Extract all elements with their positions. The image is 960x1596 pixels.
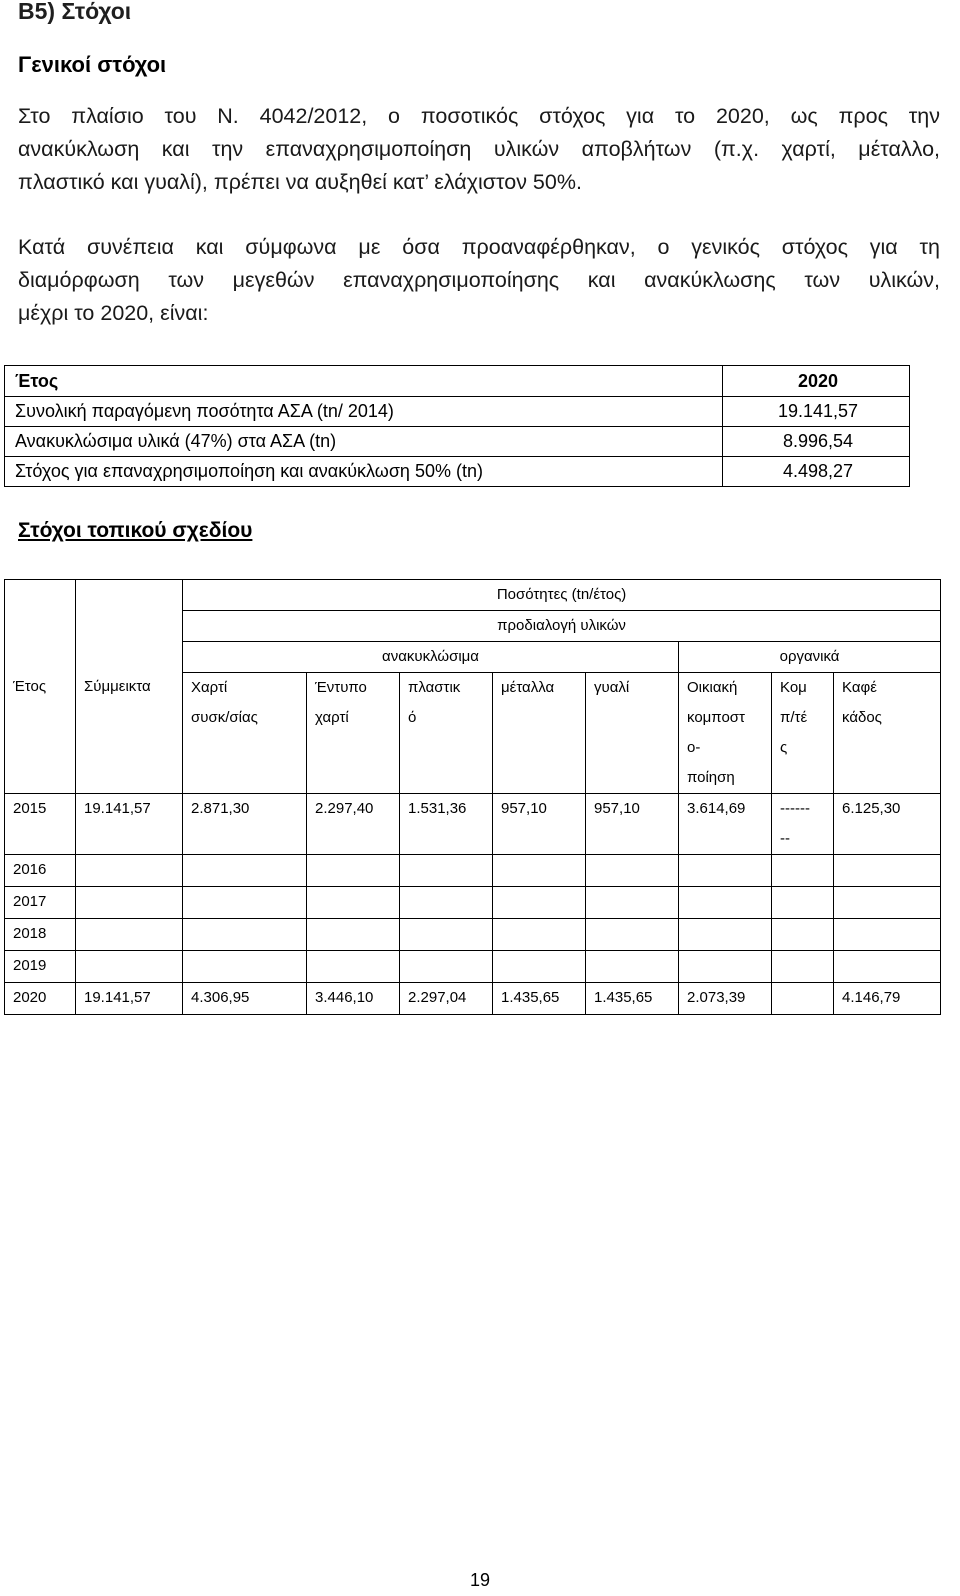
col-home-line: ο- [687, 739, 701, 756]
cell-home: 2.073,39 [679, 983, 772, 1015]
paragraph-2 [18, 231, 940, 330]
col-brown-bin-line: κάδος [842, 709, 882, 726]
cell-print [307, 887, 400, 919]
paragraph-1-line-3: πλαστικό και γυαλί), πρέπει να αυξηθεί κατ’ ελάχιστον 50%. [18, 170, 582, 194]
cell-glass [586, 919, 679, 951]
col-print [307, 673, 400, 794]
col-compost-line: π/τέ [780, 709, 808, 726]
row-value: 4.498,27 [723, 457, 910, 487]
group-sorting: προδιαλογή υλικών [183, 611, 941, 642]
cell-compost [772, 855, 834, 887]
table-row [5, 887, 941, 919]
cell-compost [772, 794, 834, 855]
col-brown-bin-line: Καφέ [842, 679, 877, 696]
section-heading: Β5) Στόχοι [18, 0, 132, 24]
cell-print: 2.297,40 [307, 794, 400, 855]
header-value: 2020 [723, 366, 910, 397]
cell-mixed [76, 919, 183, 951]
cell-plastic [400, 887, 493, 919]
cell-brown-bin: 6.125,30 [834, 794, 941, 855]
col-home-line: ποίηση [687, 769, 735, 786]
cell-mixed: 19.141,57 [76, 794, 183, 855]
cell-brown-bin [834, 855, 941, 887]
cell-paper: 4.306,95 [183, 983, 307, 1015]
cell-plastic [400, 855, 493, 887]
col-year: Έτος [5, 580, 76, 794]
cell-metal [493, 919, 586, 951]
table-row [5, 919, 941, 951]
cell-print [307, 855, 400, 887]
header-label: Έτος [5, 366, 723, 397]
cell-compost [772, 887, 834, 919]
table-row [5, 983, 941, 1015]
subsection-heading: Γενικοί στόχοι [18, 52, 167, 77]
cell-home [679, 951, 772, 983]
table-row [5, 951, 941, 983]
col-compost-line: Κομ [780, 679, 807, 696]
cell-compost [772, 983, 834, 1015]
row-label: Συνολική παραγόμενη ποσότητα ΑΣΑ (tn/ 2014) [5, 397, 723, 427]
cell-glass: 957,10 [586, 794, 679, 855]
table-row [5, 794, 941, 855]
cell-plastic: 2.297,04 [400, 983, 493, 1015]
group-organic: οργανικά [679, 642, 941, 673]
cell-metal [493, 855, 586, 887]
cell-plastic [400, 951, 493, 983]
col-compost-line: ς [780, 739, 788, 756]
paragraph-1-line-2: ανακύκλωση και την επαναχρησιμοποίηση υλικών αποβλήτων (π.χ. χαρτί, μέταλλο, [18, 137, 940, 161]
table-row [5, 457, 910, 487]
cell-print: 3.446,10 [307, 983, 400, 1015]
cell-glass [586, 855, 679, 887]
cell-year: 2016 [5, 855, 76, 887]
cell-glass [586, 887, 679, 919]
cell-paper [183, 951, 307, 983]
cell-year: 2020 [5, 983, 76, 1015]
cell-print [307, 919, 400, 951]
col-glass: γυαλί [586, 673, 679, 794]
cell-home [679, 919, 772, 951]
row-label: Στόχος για επαναχρησιμοποίηση και ανακύκλωση 50% (tn) [5, 457, 723, 487]
table-header-row [5, 366, 910, 397]
paragraph-1-line-1: Στο πλαίσιο του Ν. 4042/2012, ο ποσοτικός στόχος για το 2020, ως προς την [18, 104, 940, 128]
local-plan-title: Στόχοι τοπικού σχεδίου [18, 519, 253, 542]
cell-compost [772, 951, 834, 983]
group-recyclable: ανακυκλώσιμα [183, 642, 679, 673]
cell-paper [183, 855, 307, 887]
col-plastic-line: ό [408, 709, 417, 726]
cell-year: 2018 [5, 919, 76, 951]
row-value: 19.141,57 [723, 397, 910, 427]
cell-mixed: 19.141,57 [76, 983, 183, 1015]
cell-paper: 2.871,30 [183, 794, 307, 855]
col-paper-line: Χαρτί [191, 679, 228, 696]
cell-metal [493, 951, 586, 983]
cell-metal: 957,10 [493, 794, 586, 855]
col-plastic-line: πλαστικ [408, 679, 461, 696]
cell-print [307, 951, 400, 983]
group-quantities: Ποσότητες (tn/έτος) [183, 580, 941, 611]
col-mixed: Σύμμεικτα [76, 580, 183, 794]
cell-brown-bin [834, 887, 941, 919]
paragraph-2-line-2: διαμόρφωση των μεγεθών επαναχρησιμοποίησης και ανακύκλωσης των υλικών, [18, 268, 940, 292]
cell-home [679, 855, 772, 887]
cell-brown-bin [834, 951, 941, 983]
cell-glass: 1.435,65 [586, 983, 679, 1015]
col-paper [183, 673, 307, 794]
row-value: 8.996,54 [723, 427, 910, 457]
col-home-line: Οικιακή [687, 679, 738, 696]
col-compost [772, 673, 834, 794]
cell-home [679, 887, 772, 919]
cell-brown-bin: 4.146,79 [834, 983, 941, 1015]
col-print-line: χαρτί [315, 709, 349, 726]
col-print-line: Έντυπο [315, 679, 367, 696]
cell-brown-bin [834, 919, 941, 951]
row-label: Ανακυκλώσιμα υλικά (47%) στα ΑΣΑ (tn) [5, 427, 723, 457]
cell-mixed [76, 887, 183, 919]
cell-plastic [400, 919, 493, 951]
local-plan-table [4, 579, 941, 1015]
cell-mixed [76, 951, 183, 983]
col-metal: μέταλλα [493, 673, 586, 794]
cell-compost-line: ------ [780, 800, 810, 817]
cell-compost-line: -- [780, 830, 790, 847]
cell-paper [183, 919, 307, 951]
general-targets-table [4, 365, 910, 487]
paragraph-2-line-1: Κατά συνέπεια και σύμφωνα με όσα προαναφέρθηκαν, ο γενικός στόχος για τη [18, 235, 940, 259]
cell-mixed [76, 855, 183, 887]
paragraph-1 [18, 100, 940, 199]
cell-home: 3.614,69 [679, 794, 772, 855]
col-home-compost [679, 673, 772, 794]
col-plastic [400, 673, 493, 794]
cell-compost [772, 919, 834, 951]
cell-metal [493, 887, 586, 919]
cell-year: 2019 [5, 951, 76, 983]
cell-plastic: 1.531,36 [400, 794, 493, 855]
table-row [5, 427, 910, 457]
cell-year: 2017 [5, 887, 76, 919]
col-brown-bin [834, 673, 941, 794]
cell-glass [586, 951, 679, 983]
cell-metal: 1.435,65 [493, 983, 586, 1015]
cell-year: 2015 [5, 794, 76, 855]
col-paper-line: συσκ/σίας [191, 709, 258, 726]
col-home-line: κομποστ [687, 709, 745, 726]
table-row [5, 855, 941, 887]
table-row [5, 397, 910, 427]
paragraph-2-line-3: μέχρι το 2020, είναι: [18, 301, 209, 325]
group-header-row [5, 580, 941, 611]
cell-paper [183, 887, 307, 919]
page-number: 19 [469, 1570, 491, 1590]
